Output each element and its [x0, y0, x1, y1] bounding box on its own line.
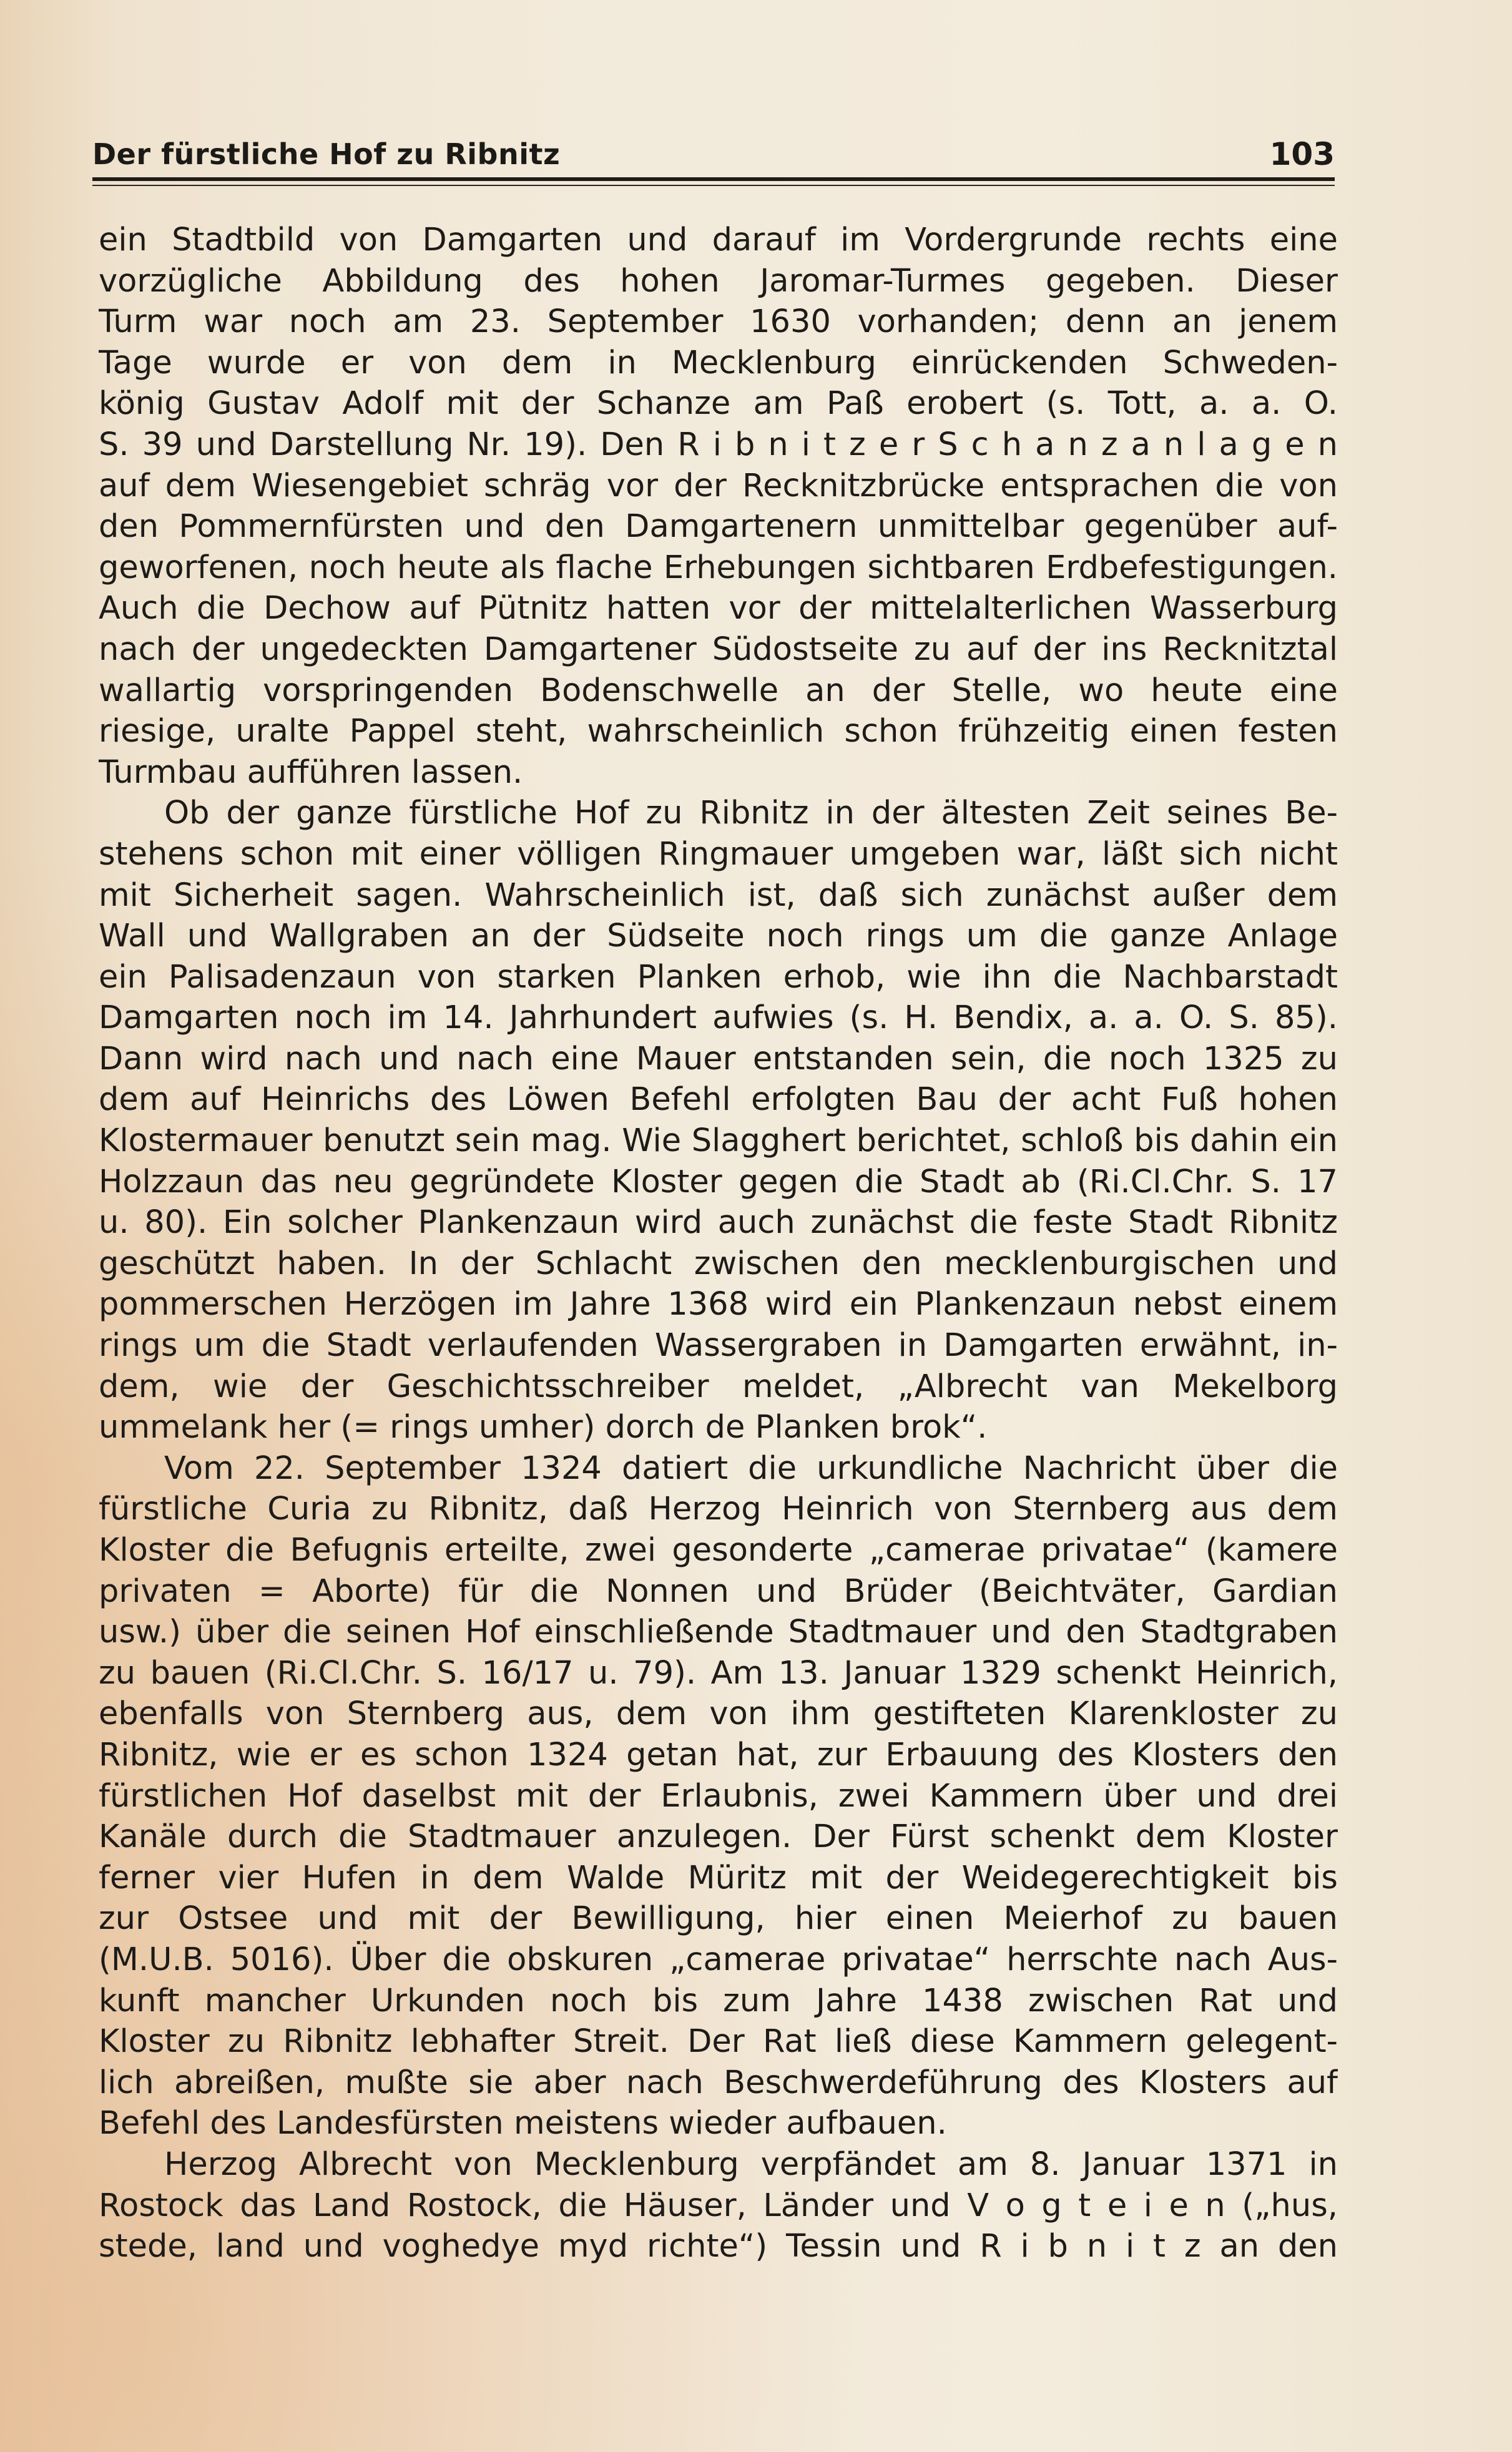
- text-line: mit Sicherheit sagen. Wahrscheinlich ist, daß sich zunächst außer dem: [99, 876, 1338, 914]
- text-line: riesige, uralte Pappel steht, wahrscheinlich schon frühzeitig einen festen: [99, 713, 1338, 750]
- text-line: pommerschen Herzögen im Jahre 1368 wird ein Plankenzaun nebst einem: [99, 1286, 1338, 1323]
- text-line: Kloster die Befugnis erteilte, zwei gesonderte „camerae privatae“ (kamere: [99, 1532, 1338, 1569]
- text-line: geschützt haben. In der Schlacht zwischen den mecklenburgischen und: [99, 1245, 1338, 1282]
- paragraph: [99, 2144, 1338, 2267]
- text-line: lich abreißen, mußte sie aber nach Beschwerdeführung des Klosters auf: [99, 2064, 1338, 2101]
- text-line: Damgarten noch im 14. Jahrhundert aufwies (s. H. Bendix, a. a. O. S. 85).: [99, 999, 1338, 1037]
- text-line: auf dem Wiesengebiet schräg vor der Recknitzbrücke entsprachen die von: [99, 467, 1338, 504]
- text-line: privaten = Aborte) für die Nonnen und Brüder (Beichtväter, Gardian: [99, 1572, 1338, 1610]
- paragraph: [99, 1448, 1338, 2144]
- text-line: geworfenen, noch heute als flache Erhebungen sichtbaren Erdbefestigungen.: [99, 549, 1338, 586]
- text-line: zur Ostsee und mit der Bewilligung, hier einen Meierhof zu bauen: [99, 1900, 1338, 1938]
- text-line: ein Palisadenzaun von starken Planken erhob, wie ihn die Nachbarstadt: [99, 958, 1338, 996]
- paragraph: [99, 220, 1338, 793]
- text-line: Ribnitz, wie er es schon 1324 getan hat, zur Erbauung des Klosters den: [99, 1736, 1338, 1773]
- text-line: S. 39 und Darstellung Nr. 19). Den R i b n i t z e r S c h a n z a n l a g e n: [99, 426, 1338, 463]
- text-line: Tage wurde er von dem in Mecklenburg einrückenden Schweden-: [99, 344, 1338, 381]
- text-line: den Pommernfürsten und den Damgartenern unmittelbar gegenüber auf-: [99, 508, 1338, 546]
- text-line: ein Stadtbild von Damgarten und darauf im Vordergrunde rechts eine: [99, 222, 1338, 258]
- header-rule-thin: [92, 185, 1335, 186]
- text-line: stehens schon mit einer völligen Ringmauer umgeben war, läßt sich nicht: [99, 835, 1338, 873]
- text-line: rings um die Stadt verlaufenden Wassergraben in Damgarten erwähnt, in-: [99, 1327, 1338, 1365]
- text-line: dem, wie der Geschichtsschreiber meldet, „Albrecht van Mekelborg: [99, 1368, 1338, 1405]
- page-number: 103: [1269, 136, 1335, 172]
- text-line: Wall und Wallgraben an der Südseite noch rings um die ganze Anlage: [99, 918, 1338, 955]
- paragraph: [99, 793, 1338, 1448]
- header-rule: [92, 177, 1335, 181]
- text-line: ummelank her (= rings umher) dorch de Planken brok“.: [99, 1409, 988, 1446]
- text-line: Herzog Albrecht von Mecklenburg verpfändet am 8. Januar 1371 in: [164, 2146, 1338, 2183]
- text-line: ebenfalls von Sternberg aus, dem von ihm gestifteten Klarenkloster zu: [99, 1695, 1338, 1733]
- text-line: nach der ungedeckten Damgartener Südostseite zu auf der ins Recknitztal: [99, 630, 1338, 668]
- text-line: (M.U.B. 5016). Über die obskuren „camerae privatae“ herrschte nach Aus-: [99, 1941, 1338, 1978]
- text-line: Rostock das Land Rostock, die Häuser, Länder und V o g t e i e n („hus,: [99, 2187, 1338, 2224]
- text-line: Ob der ganze fürstliche Hof zu Ribnitz in der ältesten Zeit seines Be-: [164, 795, 1338, 832]
- text-line: wallartig vorspringenden Bodenschwelle an der Stelle, wo heute eine: [99, 672, 1338, 709]
- text-line: Turmbau aufführen lassen.: [99, 753, 523, 791]
- text-line: stede, land und voghedye myd richte“) Tessin und R i b n i t z an den: [99, 2228, 1338, 2265]
- text-line: fürstliche Curia zu Ribnitz, daß Herzog Heinrich von Sternberg aus dem: [99, 1491, 1338, 1528]
- page-header: [92, 132, 1335, 176]
- text-line: zu bauen (Ri.Cl.Chr. S. 16/17 u. 79). Am 13. Januar 1329 schenkt Heinrich,: [99, 1654, 1338, 1692]
- text-line: Befehl des Landesfürsten meistens wieder aufbauen.: [99, 2105, 947, 2142]
- running-title: Der fürstliche Hof zu Ribnitz: [92, 137, 561, 171]
- text-line: Dann wird nach und nach eine Mauer entstanden sein, die noch 1325 zu: [99, 1040, 1338, 1077]
- text-line: usw.) über die seinen Hof einschließende Stadtmauer und den Stadtgraben: [99, 1614, 1338, 1651]
- text-line: Holzzaun das neu gegründete Kloster gegen die Stadt ab (Ri.Cl.Chr. S. 17: [99, 1163, 1338, 1200]
- text-line: Klostermauer benutzt sein mag. Wie Slagghert berichtet, schloß bis dahin ein: [99, 1122, 1338, 1160]
- text-line: könig Gustav Adolf mit der Schanze am Paß erobert (s. Tott, a. a. O.: [99, 385, 1338, 423]
- text-line: Turm war noch am 23. September 1630 vorhanden; denn an jenem: [99, 303, 1338, 341]
- text-line: dem auf Heinrichs des Löwen Befehl erfolgten Bau der acht Fuß hohen: [99, 1081, 1338, 1119]
- text-line: u. 80). Ein solcher Plankenzaun wird auch zunächst die feste Stadt Ribnitz: [99, 1204, 1338, 1242]
- text-line: Vom 22. September 1324 datiert die urkundliche Nachricht über die: [164, 1449, 1338, 1487]
- text-line: Kloster zu Ribnitz lebhafter Streit. Der Rat ließ diese Kammern gelegent-: [99, 2023, 1338, 2061]
- text-line: vorzügliche Abbildung des hohen Jaromar-Turmes gegeben. Dieser: [99, 262, 1338, 300]
- body-text: [99, 220, 1338, 2267]
- text-line: fürstlichen Hof daselbst mit der Erlaubnis, zwei Kammern über und drei: [99, 1777, 1338, 1815]
- text-line: Kanäle durch die Stadtmauer anzulegen. Der Fürst schenkt dem Kloster: [99, 1818, 1338, 1856]
- text-line: kunft mancher Urkunden noch bis zum Jahre 1438 zwischen Rat und: [99, 1982, 1338, 2019]
- text-line: Auch die Dechow auf Pütnitz hatten vor der mittelalterlichen Wasserburg: [99, 590, 1338, 627]
- text-line: ferner vier Hufen in dem Walde Müritz mit der Weidegerechtigkeit bis: [99, 1859, 1338, 1896]
